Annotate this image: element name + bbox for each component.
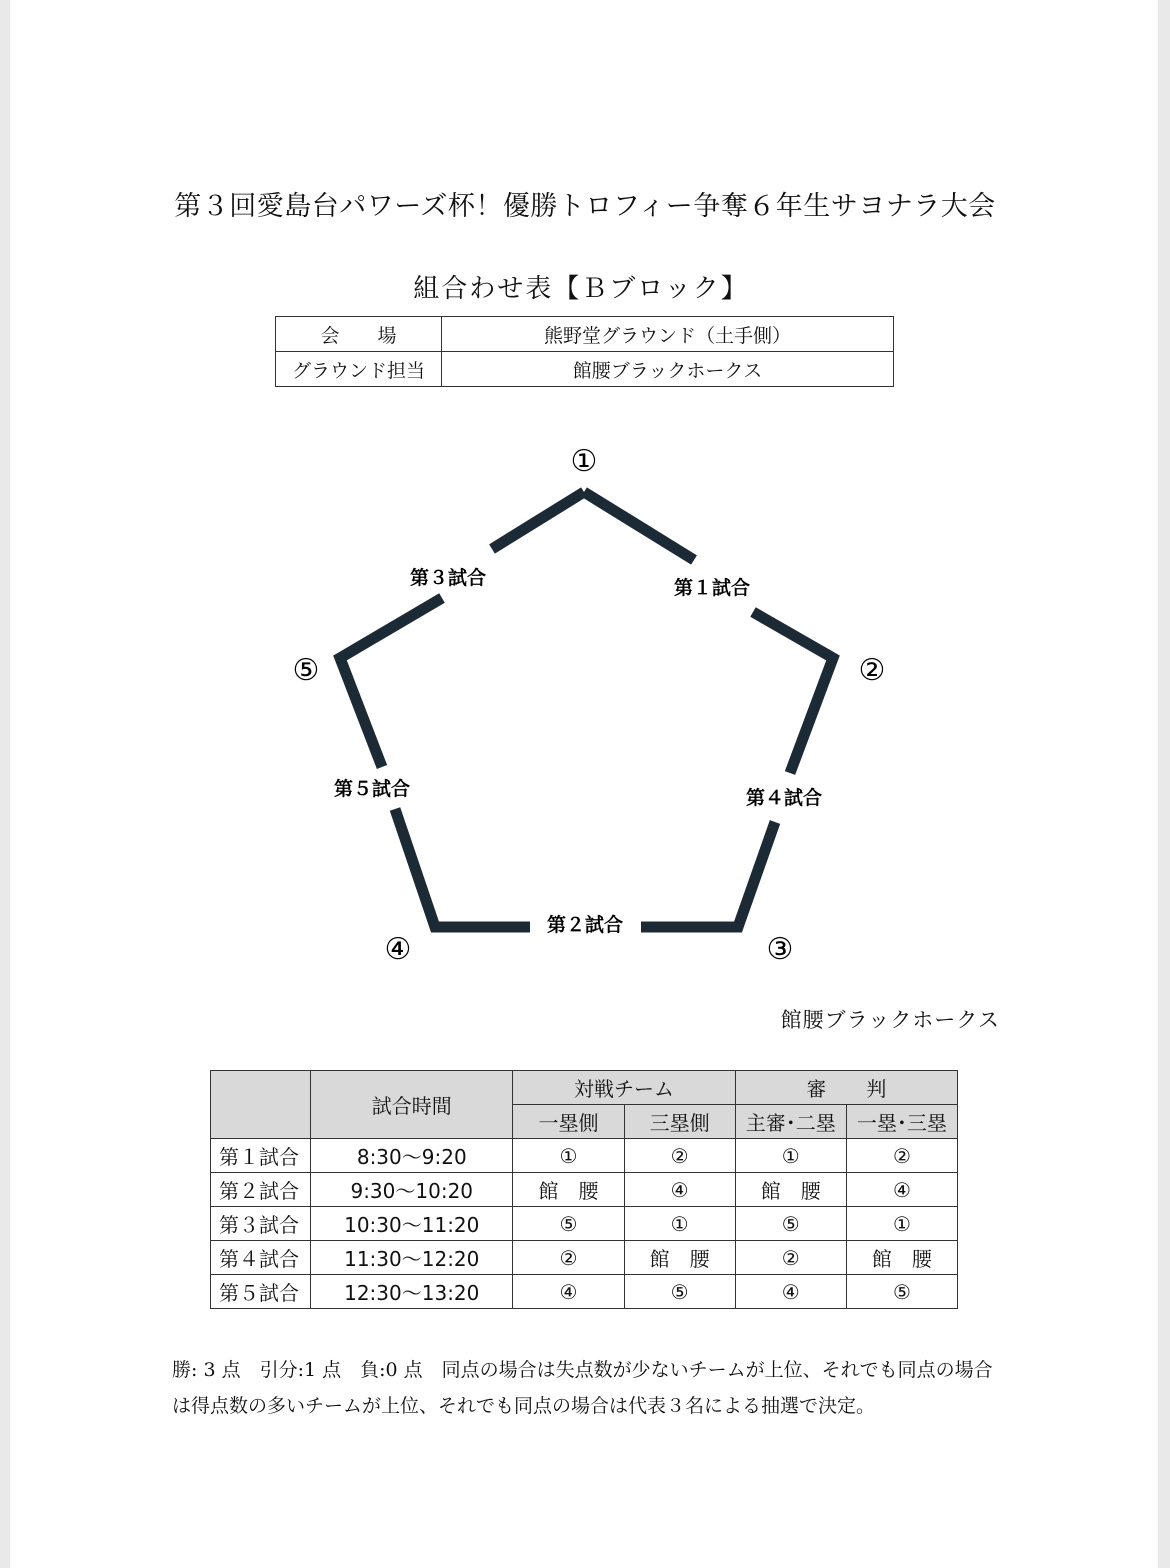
bases-cell: ④ <box>846 1173 957 1207</box>
header-first-base: 一塁側 <box>513 1105 624 1139</box>
time-cell: 10:30～11:20 <box>311 1207 513 1241</box>
edge-3-4 <box>395 809 530 927</box>
ground-label: グラウンド担当 <box>276 352 442 387</box>
time-cell: 12:30～13:20 <box>311 1275 513 1309</box>
first-cell: ⑤ <box>513 1207 624 1241</box>
game-3-label: 第３試合 <box>409 567 487 589</box>
edge-1-2 <box>584 492 833 773</box>
page-title: 第３回愛島台パワーズ杯！優勝トロフィー争奪６年生サヨナラ大会 <box>174 191 996 222</box>
edge-4-5 <box>340 598 442 767</box>
chief-cell: ② <box>735 1241 846 1275</box>
table-row <box>211 1173 958 1207</box>
ground-value: 館腰ブラックホークス <box>442 352 894 387</box>
node-4: ④ <box>384 932 412 967</box>
team-note: 館腰ブラックホークス <box>780 1008 1000 1032</box>
time-cell: 9:30～10:20 <box>311 1173 513 1207</box>
rules-note: 勝: 3 点 引分:1 点 負:0 点 同点の場合は失点数が少ないチームが上位、それでも同点の場合は得点数の多いチームが上位、それでも同点の場合は代表３名による抽選で決定。 <box>172 1359 993 1417</box>
game-1-label: 第１試合 <box>673 577 751 599</box>
game-cell: 第２試合 <box>211 1173 311 1207</box>
first-cell: ② <box>513 1241 624 1275</box>
node-3: ③ <box>766 932 794 967</box>
table-row <box>211 1275 958 1309</box>
first-cell: ④ <box>513 1275 624 1309</box>
game-2-label: 第２試合 <box>546 914 624 936</box>
game-cell: 第３試合 <box>211 1207 311 1241</box>
third-cell: ② <box>624 1139 735 1173</box>
header-matchup: 対戦チーム <box>513 1071 735 1105</box>
bases-cell: 館 腰 <box>846 1241 957 1275</box>
edge-2-3 <box>641 822 775 927</box>
time-cell: 8:30～9:20 <box>311 1139 513 1173</box>
chief-cell: ⑤ <box>735 1207 846 1241</box>
third-cell: 館 腰 <box>624 1241 735 1275</box>
header-third-base: 三塁側 <box>624 1105 735 1139</box>
header-umpire: 審 判 <box>735 1071 957 1105</box>
game-cell: 第４試合 <box>211 1241 311 1275</box>
pentagon-lines <box>340 492 833 927</box>
schedule-table <box>210 1070 958 1309</box>
third-cell: ① <box>624 1207 735 1241</box>
block-subtitle: 組合わせ表【Ｂブロック】 <box>413 274 749 304</box>
table-row <box>211 1241 958 1275</box>
third-cell: ⑤ <box>624 1275 735 1309</box>
game-4-label: 第４試合 <box>745 787 823 809</box>
venue-value: 熊野堂グラウンド（土手側） <box>442 317 894 352</box>
chief-cell: ④ <box>735 1275 846 1309</box>
corner-cell <box>211 1071 311 1139</box>
time-cell: 11:30～12:20 <box>311 1241 513 1275</box>
node-2: ② <box>858 653 886 688</box>
header-base-umpires: 一塁･三塁 <box>846 1105 957 1139</box>
node-5: ⑤ <box>292 653 320 688</box>
bases-cell: ⑤ <box>846 1275 957 1309</box>
game-5-label: 第５試合 <box>333 778 411 800</box>
node-1: ① <box>570 444 598 479</box>
third-cell: ④ <box>624 1173 735 1207</box>
game-cell: 第１試合 <box>211 1139 311 1173</box>
bases-cell: ① <box>846 1207 957 1241</box>
table-row <box>211 1139 958 1173</box>
header-chief-umpire: 主審･二塁 <box>735 1105 846 1139</box>
bases-cell: ② <box>846 1139 957 1173</box>
game-cell: 第５試合 <box>211 1275 311 1309</box>
venue-label: 会 場 <box>276 317 442 352</box>
header-time: 試合時間 <box>311 1071 513 1139</box>
chief-cell: 館 腰 <box>735 1173 846 1207</box>
first-cell: 館 腰 <box>513 1173 624 1207</box>
table-row <box>211 1207 958 1241</box>
chief-cell: ① <box>735 1139 846 1173</box>
edge-5-1 <box>492 492 584 549</box>
first-cell: ① <box>513 1139 624 1173</box>
